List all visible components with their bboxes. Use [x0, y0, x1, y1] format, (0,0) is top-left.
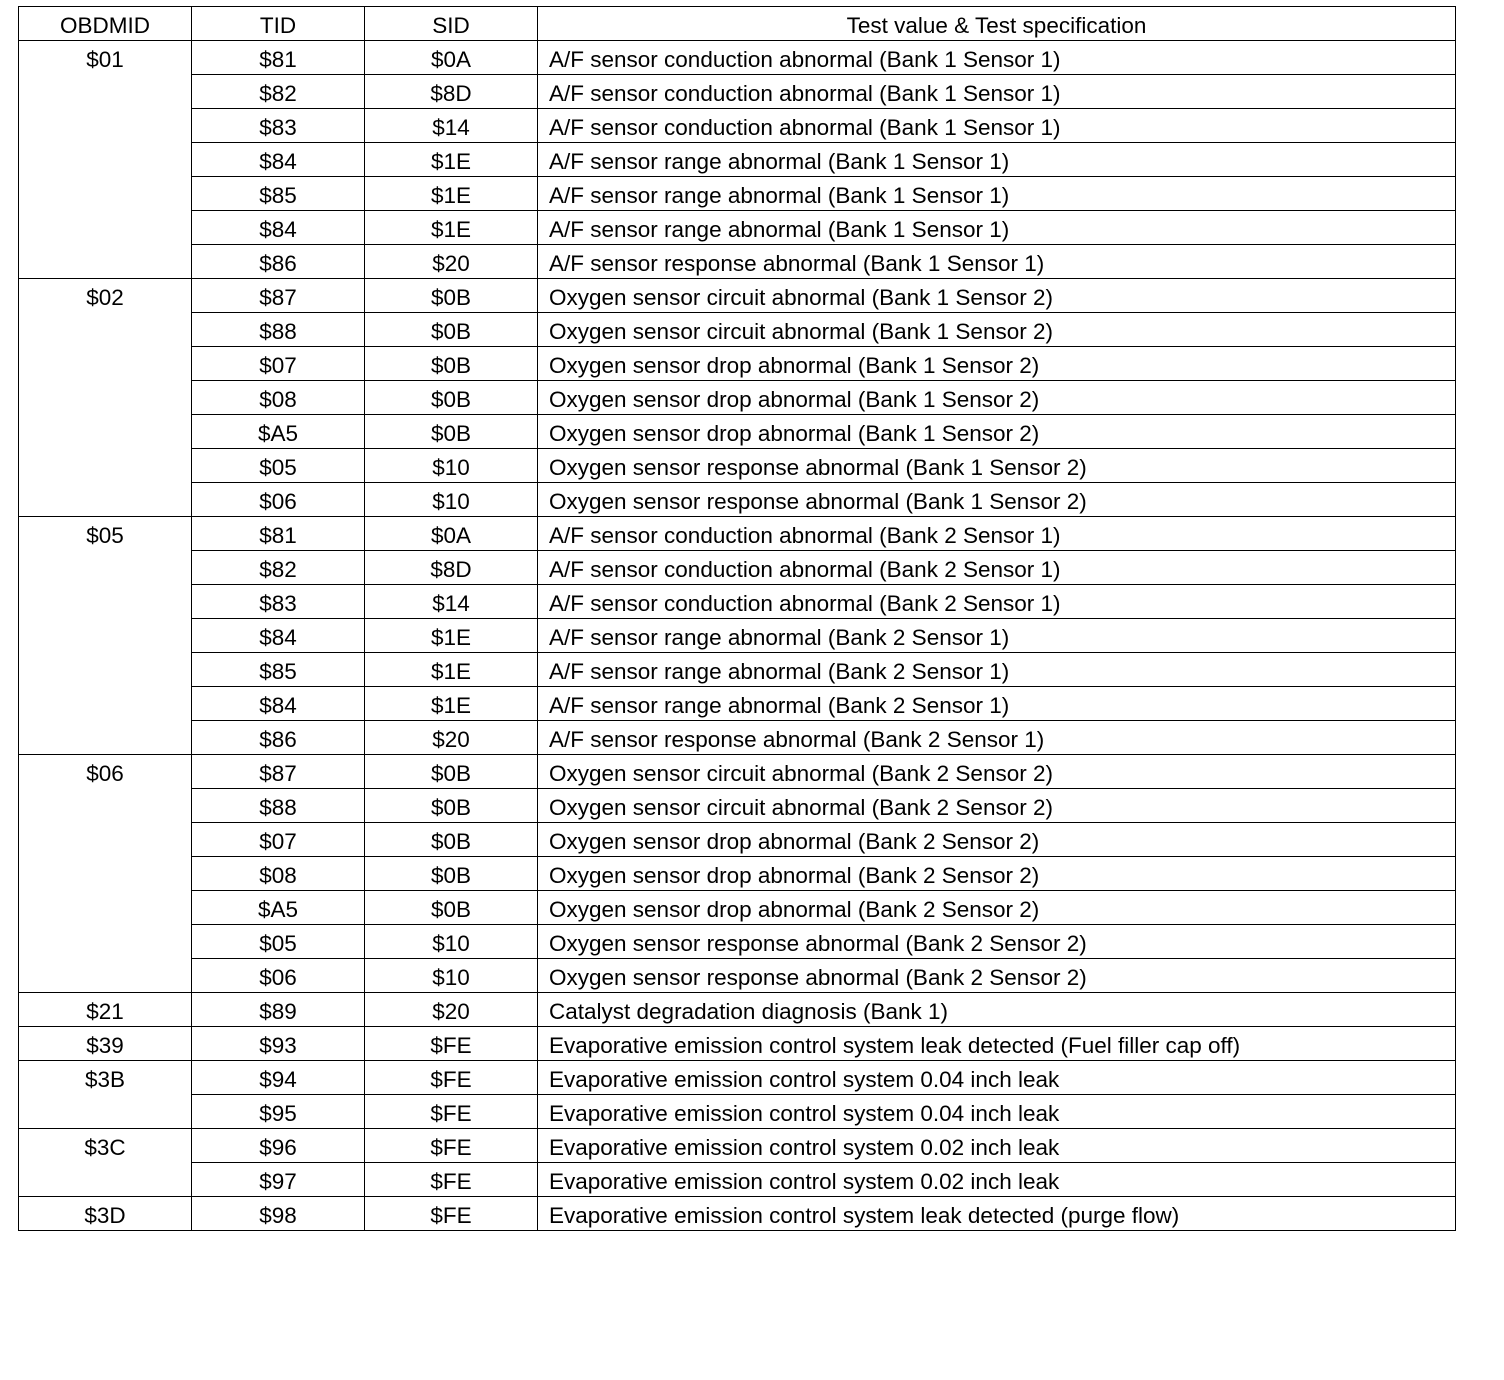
sid-cell: $1E: [365, 619, 538, 653]
obdmid-cell: $39: [19, 1027, 192, 1061]
table-row: [19, 1061, 1456, 1095]
table-row: [19, 1027, 1456, 1061]
test-value-cell: Oxygen sensor drop abnormal (Bank 1 Sensor 2): [538, 347, 1456, 381]
tid-cell: $98: [192, 1197, 365, 1231]
header-row: [19, 7, 1456, 41]
table-row: [19, 75, 1456, 109]
sid-cell: $8D: [365, 551, 538, 585]
table-row: [19, 925, 1456, 959]
obdmid-cell: $3C: [19, 1129, 192, 1197]
tid-cell: $08: [192, 857, 365, 891]
tid-cell: $85: [192, 177, 365, 211]
table-row: [19, 483, 1456, 517]
tid-cell: $84: [192, 211, 365, 245]
tid-cell: $84: [192, 619, 365, 653]
test-value-cell: Oxygen sensor drop abnormal (Bank 1 Sensor 2): [538, 381, 1456, 415]
tid-cell: $95: [192, 1095, 365, 1129]
sid-cell: $0A: [365, 517, 538, 551]
table-row: [19, 1129, 1456, 1163]
test-value-cell: A/F sensor range abnormal (Bank 1 Sensor 1): [538, 143, 1456, 177]
test-value-cell: Oxygen sensor drop abnormal (Bank 2 Sensor 2): [538, 857, 1456, 891]
table-row: [19, 959, 1456, 993]
tid-cell: $07: [192, 347, 365, 381]
table-row: [19, 1163, 1456, 1197]
sid-cell: $20: [365, 245, 538, 279]
tid-cell: $86: [192, 245, 365, 279]
test-value-cell: A/F sensor range abnormal (Bank 1 Sensor 1): [538, 211, 1456, 245]
obdmid-cell: $02: [19, 279, 192, 517]
test-value-cell: Oxygen sensor response abnormal (Bank 2 Sensor 2): [538, 925, 1456, 959]
tid-cell: $87: [192, 279, 365, 313]
table-row: [19, 687, 1456, 721]
tid-cell: $06: [192, 483, 365, 517]
table-row: [19, 211, 1456, 245]
table-row: [19, 585, 1456, 619]
tid-cell: $08: [192, 381, 365, 415]
tid-cell: $89: [192, 993, 365, 1027]
sid-cell: $20: [365, 721, 538, 755]
sid-cell: $0B: [365, 789, 538, 823]
test-value-cell: Oxygen sensor drop abnormal (Bank 2 Sensor 2): [538, 891, 1456, 925]
sid-cell: $FE: [365, 1129, 538, 1163]
tid-cell: $82: [192, 75, 365, 109]
test-value-cell: A/F sensor conduction abnormal (Bank 1 Sensor 1): [538, 75, 1456, 109]
sid-cell: $FE: [365, 1061, 538, 1095]
sid-cell: $FE: [365, 1163, 538, 1197]
header-tid: TID: [192, 7, 365, 41]
table-row: [19, 1095, 1456, 1129]
table-row: [19, 653, 1456, 687]
test-value-cell: Oxygen sensor response abnormal (Bank 1 Sensor 2): [538, 449, 1456, 483]
table-row: [19, 789, 1456, 823]
sid-cell: $8D: [365, 75, 538, 109]
tid-cell: $81: [192, 41, 365, 75]
sid-cell: $10: [365, 925, 538, 959]
test-value-cell: Oxygen sensor response abnormal (Bank 1 Sensor 2): [538, 483, 1456, 517]
sid-cell: $FE: [365, 1197, 538, 1231]
sid-cell: $10: [365, 959, 538, 993]
obdmid-test-table: [18, 6, 1456, 1231]
test-value-cell: A/F sensor conduction abnormal (Bank 2 Sensor 1): [538, 551, 1456, 585]
sid-cell: $10: [365, 483, 538, 517]
test-value-cell: A/F sensor range abnormal (Bank 1 Sensor 1): [538, 177, 1456, 211]
tid-cell: $06: [192, 959, 365, 993]
sid-cell: $0B: [365, 755, 538, 789]
test-value-cell: Oxygen sensor circuit abnormal (Bank 2 Sensor 2): [538, 789, 1456, 823]
table-row: [19, 1197, 1456, 1231]
tid-cell: $05: [192, 925, 365, 959]
sid-cell: $14: [365, 585, 538, 619]
sid-cell: $1E: [365, 143, 538, 177]
tid-cell: $A5: [192, 415, 365, 449]
tid-cell: $93: [192, 1027, 365, 1061]
table-row: [19, 313, 1456, 347]
sid-cell: $0B: [365, 857, 538, 891]
table-row: [19, 755, 1456, 789]
header-obdmid: OBDMID: [19, 7, 192, 41]
table-row: [19, 109, 1456, 143]
test-value-cell: A/F sensor conduction abnormal (Bank 1 Sensor 1): [538, 41, 1456, 75]
obdmid-cell: $21: [19, 993, 192, 1027]
table-row: [19, 993, 1456, 1027]
tid-cell: $07: [192, 823, 365, 857]
table-row: [19, 41, 1456, 75]
sid-cell: $FE: [365, 1095, 538, 1129]
table-row: [19, 721, 1456, 755]
tid-cell: $85: [192, 653, 365, 687]
test-value-cell: Evaporative emission control system leak detected (purge flow): [538, 1197, 1456, 1231]
test-value-cell: A/F sensor response abnormal (Bank 2 Sensor 1): [538, 721, 1456, 755]
table-row: [19, 415, 1456, 449]
tid-cell: $88: [192, 313, 365, 347]
table-row: [19, 381, 1456, 415]
table-row: [19, 891, 1456, 925]
tid-cell: $82: [192, 551, 365, 585]
test-value-cell: Evaporative emission control system 0.02 inch leak: [538, 1163, 1456, 1197]
test-value-cell: A/F sensor response abnormal (Bank 1 Sensor 1): [538, 245, 1456, 279]
table-row: [19, 857, 1456, 891]
test-value-cell: A/F sensor conduction abnormal (Bank 1 Sensor 1): [538, 109, 1456, 143]
test-value-cell: Catalyst degradation diagnosis (Bank 1): [538, 993, 1456, 1027]
tid-cell: $97: [192, 1163, 365, 1197]
sid-cell: $20: [365, 993, 538, 1027]
sid-cell: $0B: [365, 347, 538, 381]
sid-cell: $1E: [365, 653, 538, 687]
obdmid-cell: $01: [19, 41, 192, 279]
test-value-cell: Evaporative emission control system 0.04 inch leak: [538, 1095, 1456, 1129]
obdmid-cell: $3B: [19, 1061, 192, 1129]
sid-cell: $0B: [365, 415, 538, 449]
table-row: [19, 245, 1456, 279]
test-value-cell: Evaporative emission control system leak detected (Fuel filler cap off): [538, 1027, 1456, 1061]
table-row: [19, 347, 1456, 381]
tid-cell: $86: [192, 721, 365, 755]
sid-cell: $1E: [365, 211, 538, 245]
sid-cell: $10: [365, 449, 538, 483]
test-value-cell: Evaporative emission control system 0.02 inch leak: [538, 1129, 1456, 1163]
sid-cell: $0A: [365, 41, 538, 75]
tid-cell: $84: [192, 687, 365, 721]
test-value-cell: A/F sensor conduction abnormal (Bank 2 Sensor 1): [538, 517, 1456, 551]
sid-cell: $0B: [365, 279, 538, 313]
table-row: [19, 517, 1456, 551]
table-row: [19, 619, 1456, 653]
sid-cell: $14: [365, 109, 538, 143]
tid-cell: $96: [192, 1129, 365, 1163]
test-value-cell: A/F sensor conduction abnormal (Bank 2 Sensor 1): [538, 585, 1456, 619]
test-value-cell: Oxygen sensor response abnormal (Bank 2 Sensor 2): [538, 959, 1456, 993]
tid-cell: $87: [192, 755, 365, 789]
table-row: [19, 449, 1456, 483]
sid-cell: $0B: [365, 381, 538, 415]
table-row: [19, 279, 1456, 313]
sid-cell: $1E: [365, 177, 538, 211]
test-value-cell: Oxygen sensor circuit abnormal (Bank 1 Sensor 2): [538, 313, 1456, 347]
sid-cell: $0B: [365, 891, 538, 925]
test-value-cell: Oxygen sensor drop abnormal (Bank 1 Sensor 2): [538, 415, 1456, 449]
test-value-cell: A/F sensor range abnormal (Bank 2 Sensor 1): [538, 653, 1456, 687]
test-value-cell: Oxygen sensor circuit abnormal (Bank 2 Sensor 2): [538, 755, 1456, 789]
tid-cell: $05: [192, 449, 365, 483]
test-value-cell: A/F sensor range abnormal (Bank 2 Sensor 1): [538, 687, 1456, 721]
test-value-cell: Evaporative emission control system 0.04 inch leak: [538, 1061, 1456, 1095]
header-test-value: Test value & Test specification: [538, 7, 1456, 41]
tid-cell: $81: [192, 517, 365, 551]
table-row: [19, 143, 1456, 177]
sid-cell: $0B: [365, 823, 538, 857]
test-value-cell: A/F sensor range abnormal (Bank 2 Sensor 1): [538, 619, 1456, 653]
sid-cell: $0B: [365, 313, 538, 347]
obdmid-cell: $06: [19, 755, 192, 993]
table-row: [19, 823, 1456, 857]
table-body: [19, 41, 1456, 1231]
obdmid-cell: $3D: [19, 1197, 192, 1231]
table-header: [19, 7, 1456, 41]
sid-cell: $1E: [365, 687, 538, 721]
tid-cell: $84: [192, 143, 365, 177]
tid-cell: $A5: [192, 891, 365, 925]
tid-cell: $88: [192, 789, 365, 823]
table-row: [19, 551, 1456, 585]
tid-cell: $83: [192, 585, 365, 619]
test-value-cell: Oxygen sensor drop abnormal (Bank 2 Sensor 2): [538, 823, 1456, 857]
test-value-cell: Oxygen sensor circuit abnormal (Bank 1 Sensor 2): [538, 279, 1456, 313]
header-sid: SID: [365, 7, 538, 41]
obdmid-cell: $05: [19, 517, 192, 755]
tid-cell: $94: [192, 1061, 365, 1095]
tid-cell: $83: [192, 109, 365, 143]
sid-cell: $FE: [365, 1027, 538, 1061]
table-row: [19, 177, 1456, 211]
